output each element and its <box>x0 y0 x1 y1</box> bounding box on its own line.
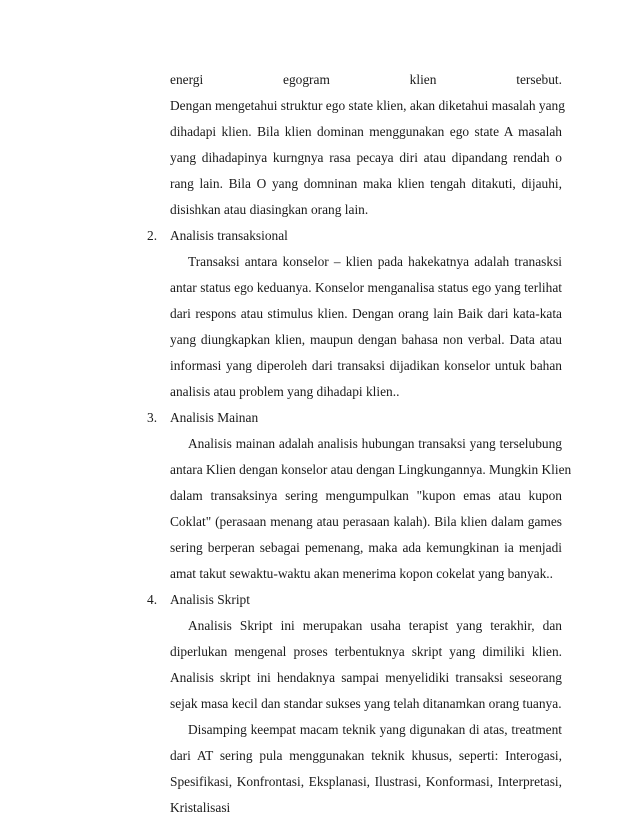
paragraph-line: Analisis skript ini hendaknya sampai menyelidiki transaksi seseorang <box>170 670 562 685</box>
paragraph-line: Analisis mainan adalah analisis hubungan transaksi yang terselubung <box>188 436 562 451</box>
paragraph-line: diperlukan mengenal proses terbentuknya skript yang dimiliki klien. <box>170 644 562 659</box>
section-number: 3. <box>147 410 158 425</box>
paragraph-line: yang diungkapkan klien, maupun dengan bahasa non verbal. Data atau <box>170 332 562 347</box>
paragraph-line: analisis atau problem yang dihadapi klien.. <box>170 384 400 399</box>
section-heading-4 <box>147 590 250 610</box>
paragraph-line: amat takut sewaktu-waktu akan menerima kopon cokelat yang banyak.. <box>170 566 553 581</box>
intro-line-5: rang lain. Bila O yang domninan maka klien tengah ditakuti, dijauhi, <box>170 176 562 191</box>
closing-line-1: Disamping keempat macam teknik yang digunakan di atas, treatment <box>188 722 562 737</box>
closing-line-2: dari AT sering pula menggunakan teknik khusus, seperti: Interogasi, <box>170 748 562 763</box>
closing-line-3: Spesifikasi, Konfrontasi, Eksplanasi, Ilustrasi, Konformasi, Interpretasi, <box>170 774 562 789</box>
section-title: Analisis transaksional <box>170 228 288 243</box>
section-title: Analisis Mainan <box>170 410 259 425</box>
section-heading-3 <box>147 408 258 428</box>
paragraph-line: dalam transaksinya sering mengumpulkan "kupon emas atau kupon <box>170 488 562 503</box>
paragraph-line: Transaksi antara konselor – klien pada hakekatnya adalah tranasksi <box>188 254 562 269</box>
intro-line-4: yang dihadapinya kurngnya rasa pecaya diri atau dipandang rendah o <box>170 150 562 165</box>
intro-line-6: disishkan atau diasingkan orang lain. <box>170 202 369 217</box>
intro-line-3: dihadapi klien. Bila klien dominan menggunakan ego state A masalah <box>170 124 562 139</box>
paragraph-line: sejak masa kecil dan standar sukses yang telah ditanamkan orang tuanya. <box>170 696 562 711</box>
paragraph-line: sering berperan sebagai pemenang, maka ada kemungkinan ia menjadi <box>170 540 562 555</box>
section-number: 4. <box>147 592 158 607</box>
section-heading-2 <box>147 226 288 246</box>
paragraph-line: Coklat" (perasaan menang atau perasaan kalah). Bila klien dalam games <box>170 514 562 529</box>
paragraph-line: antar status ego keduanya. Konselor menganalisa status ego yang terlihat <box>170 280 562 295</box>
paragraph-line: dari respons atau stimulus klien. Dengan orang lain Baik dari kata-kata <box>170 306 562 321</box>
section-title: Analisis Skript <box>170 592 250 607</box>
paragraph-line: antara Klien dengan konselor atau dengan Lingkungannya. Mungkin Klien <box>170 462 572 477</box>
intro-line-2: Dengan mengetahui struktur ego state klien, akan diketahui masalah yang <box>170 98 565 113</box>
paragraph-line: informasi yang diperoleh dari transaksi dijadikan konselor untuk bahan <box>170 358 562 373</box>
paragraph-line: Analisis Skript ini merupakan usaha terapist yang terakhir, dan <box>188 618 562 633</box>
section-number: 2. <box>147 228 158 243</box>
intro-line-1: energi egogram klien tersebut. <box>170 72 562 87</box>
closing-line-4: Kristalisasi <box>170 800 231 815</box>
